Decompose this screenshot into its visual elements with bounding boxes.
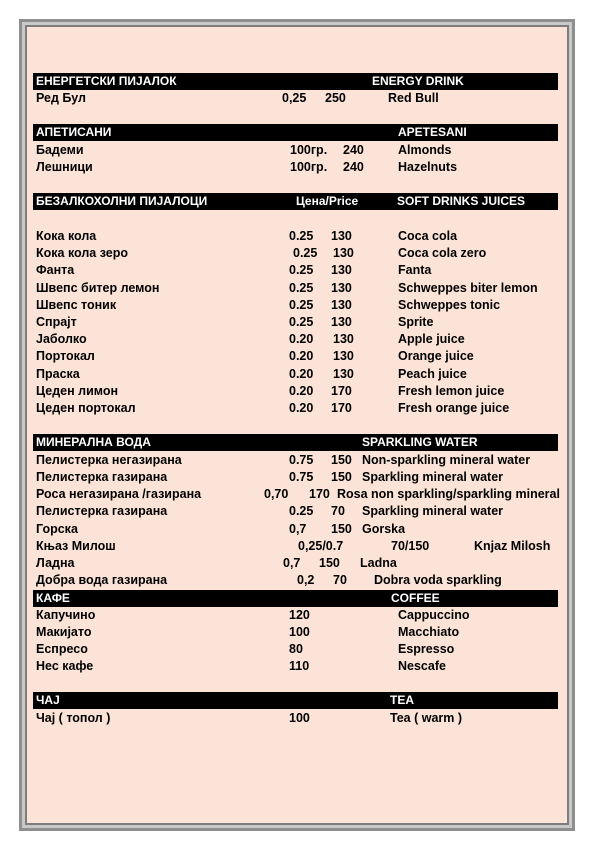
section-header-tea [33, 692, 558, 709]
menu-item [0, 400, 600, 417]
item-name-en: Sparkling mineral water [362, 504, 504, 518]
item-name: Праска [36, 367, 80, 381]
item-name-en: Macchiato [398, 625, 460, 639]
item-name-en: Schweppes biter lemon [398, 281, 538, 295]
menu-item [0, 280, 600, 297]
item-name-en: Nescafe [398, 659, 446, 673]
section-header-energy [33, 73, 558, 90]
section-header-water [33, 434, 558, 451]
item-name: Швепс тоник [36, 298, 117, 312]
menu-item [0, 90, 600, 107]
item-name: Ладна [36, 556, 75, 570]
item-name: Горска [36, 522, 78, 536]
item-name-en: Tea ( warm ) [390, 711, 463, 725]
item-name-en: Sprite [398, 315, 434, 329]
item-size: 0.20 [289, 332, 314, 346]
item-price: 120 [289, 608, 310, 622]
menu-item [0, 538, 600, 555]
item-price: 130 [331, 298, 352, 312]
item-name-en: Schweppes tonic [398, 298, 501, 312]
section-header-coffee [33, 590, 558, 607]
item-size: 0.75 [289, 470, 314, 484]
section-title-mk: ЧАЈ [36, 693, 60, 707]
item-price: 240 [343, 160, 364, 174]
menu-item [0, 297, 600, 314]
item-name: Бадеми [36, 143, 84, 157]
item-price: 70 [331, 504, 345, 518]
item-name-en: Coca cola [398, 229, 458, 243]
item-price: 240 [343, 143, 364, 157]
item-price: 100 [289, 625, 310, 639]
item-name: Пелистерка газирана [36, 504, 168, 518]
item-name-en: Gorska [362, 522, 406, 536]
item-name: Цеден портокал [36, 401, 136, 415]
section-title-en: APETESANI [398, 125, 467, 139]
section-title-en: SPARKLING WATER [362, 435, 478, 449]
item-size: 0,2 [297, 573, 315, 587]
section-title-mk: МИНЕРАЛНА ВОДА [36, 435, 151, 449]
section-title-en: SOFT DRINKS JUICES [397, 194, 526, 208]
menu-item [0, 469, 600, 486]
item-name: Пелистерка газирана [36, 470, 168, 484]
item-name: Ред Бул [36, 91, 86, 105]
menu-item [0, 503, 600, 520]
item-price: 130 [331, 229, 352, 243]
item-name-en: Cappuccino [398, 608, 470, 622]
item-size: 100гр. [290, 143, 328, 157]
item-name: Капучино [36, 608, 96, 622]
section-title-mk: ЕНЕРГЕТСКИ ПИЈАЛОК [36, 74, 177, 88]
item-name: Лешници [36, 160, 93, 174]
section-title-mk: БЕЗАЛКОХОЛНИ ПИЈАЛОЦИ [36, 194, 208, 208]
item-name-en: Knjaz Milosh [474, 539, 551, 553]
item-name-en: Non-sparkling mineral water [362, 453, 531, 467]
item-name-en: Rosa non sparkling/sparkling mineral [337, 487, 560, 501]
item-name-en: Coca cola zero [398, 246, 487, 260]
menu-item [0, 245, 600, 262]
item-size: 0.20 [289, 349, 314, 363]
item-price: 170 [309, 487, 330, 501]
item-price: 170 [331, 401, 352, 415]
menu-item [0, 658, 600, 675]
menu-item [0, 331, 600, 348]
menu-item [0, 314, 600, 331]
item-size: 0,7 [283, 556, 301, 570]
item-size: 0.25 [289, 315, 314, 329]
item-size: 0,25/0.7 [298, 539, 344, 553]
section-title-mk: КАФЕ [36, 591, 70, 605]
item-price: 80 [289, 642, 303, 656]
item-price: 130 [333, 332, 354, 346]
item-price: 150 [331, 470, 352, 484]
item-name-en: Fresh orange juice [398, 401, 510, 415]
item-size: 0,70 [264, 487, 289, 501]
menu-item [0, 572, 600, 589]
item-price: 110 [289, 659, 310, 673]
item-size: 0.25 [289, 263, 314, 277]
menu-item [0, 486, 600, 503]
item-name: Роса негазирана /газирана [36, 487, 202, 501]
menu-item [0, 624, 600, 641]
item-name: Јаболко [36, 332, 87, 346]
menu-item [0, 641, 600, 658]
item-name-en: Almonds [398, 143, 452, 157]
item-name: Добра вода газирана [36, 573, 168, 587]
section-title-en: ENERGY DRINK [372, 74, 464, 88]
item-size: 0.25 [289, 298, 314, 312]
item-name: Нес кафе [36, 659, 94, 673]
item-name: Макијато [36, 625, 92, 639]
item-name-en: Sparkling mineral water [362, 470, 504, 484]
item-size: 0.25 [289, 281, 314, 295]
item-price: 170 [331, 384, 352, 398]
item-name-en: Espresso [398, 642, 455, 656]
item-name: Портокал [36, 349, 95, 363]
menu-item [0, 521, 600, 538]
item-name-en: Peach juice [398, 367, 467, 381]
item-name-en: Fresh lemon juice [398, 384, 505, 398]
item-price: 130 [333, 246, 354, 260]
section-header-appetizers [33, 124, 558, 141]
item-price: 70/150 [391, 539, 430, 553]
item-price: 150 [331, 453, 352, 467]
item-name-en: Dobra voda sparkling [374, 573, 502, 587]
section-header-soft-drinks [33, 193, 558, 210]
menu-item [0, 383, 600, 400]
item-name: Чај ( топол ) [36, 711, 111, 725]
item-name-en: Orange juice [398, 349, 474, 363]
item-name: Фанта [36, 263, 75, 277]
item-size: 0,7 [289, 522, 307, 536]
item-price: 130 [331, 281, 352, 295]
item-name: Пелистерка негазирана [36, 453, 182, 467]
menu-item [0, 142, 600, 159]
item-size: 0.25 [289, 504, 314, 518]
item-price: 250 [325, 91, 346, 105]
item-price: 130 [333, 367, 354, 381]
item-size: 0.20 [289, 401, 314, 415]
item-name-en: Red Bull [388, 91, 439, 105]
section-title-mk: АПЕТИСАНИ [36, 125, 112, 139]
item-size: 0.25 [293, 246, 318, 260]
item-name: Еспресо [36, 642, 88, 656]
menu-item [0, 710, 600, 727]
menu-item [0, 159, 600, 176]
item-size: 0.75 [289, 453, 314, 467]
item-size: 0.20 [289, 367, 314, 381]
item-name-en: Ladna [360, 556, 397, 570]
item-name: Швепс битер лемон [36, 281, 160, 295]
item-name: Кока кола зеро [36, 246, 128, 260]
item-name: Спрајт [36, 315, 77, 329]
section-title-price: Цена/Price [296, 194, 359, 208]
item-price: 100 [289, 711, 310, 725]
item-price: 130 [331, 315, 352, 329]
item-name-en: Fanta [398, 263, 432, 277]
item-price: 150 [331, 522, 352, 536]
menu-item [0, 555, 600, 572]
item-size: 100гр. [290, 160, 328, 174]
section-title-en: COFFEE [391, 591, 440, 605]
item-name: Цеден лимон [36, 384, 119, 398]
menu-item [0, 366, 600, 383]
item-name-en: Apple juice [398, 332, 465, 346]
item-size: 0.20 [289, 384, 314, 398]
item-size: 0.25 [289, 229, 314, 243]
item-price: 130 [333, 349, 354, 363]
item-name: Кока кола [36, 229, 97, 243]
item-size: 0,25 [282, 91, 307, 105]
item-name: Књаз Милош [36, 539, 116, 553]
section-title-en: TEA [390, 693, 414, 707]
menu-item [0, 607, 600, 624]
item-price: 130 [331, 263, 352, 277]
item-name-en: Hazelnuts [398, 160, 458, 174]
menu-item [0, 452, 600, 469]
menu-item [0, 348, 600, 365]
item-price: 70 [333, 573, 347, 587]
menu-item [0, 228, 600, 245]
item-price: 150 [319, 556, 340, 570]
menu-item [0, 262, 600, 279]
